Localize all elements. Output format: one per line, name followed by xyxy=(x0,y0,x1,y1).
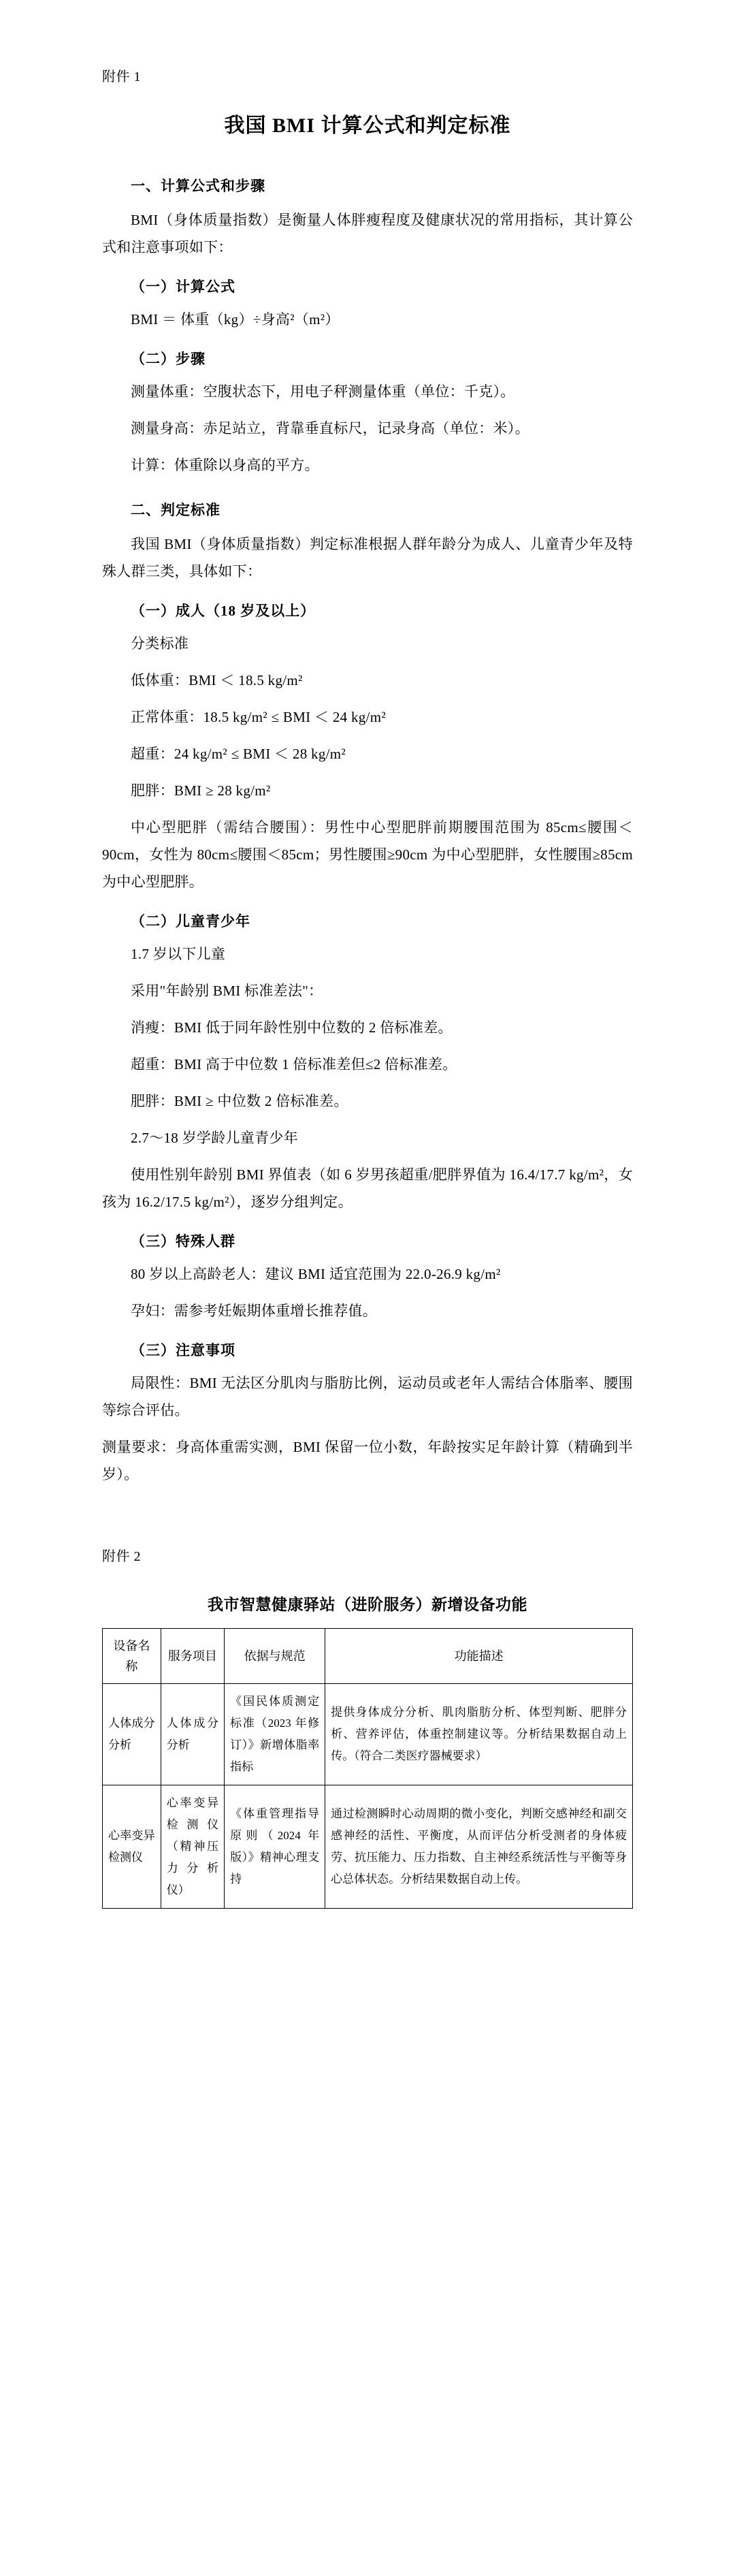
measurement-requirement: 测量要求：身高体重需实测，BMI 保留一位小数，年龄按实足年龄计算（精确到半岁）。 xyxy=(102,1439,633,1482)
youth-obesity: 肥胖：BMI ≥ 中位数 2 倍标准差。 xyxy=(131,1093,348,1109)
central-obesity: 中心型肥胖（需结合腰围）：男性中心型肥胖前期腰围范围为 85cm≤腰围＜90cm，女性为 80cm≤腰围＜85cm；男性腰围≥90cm 为中心型肥胖，女性腰围≥85cm 为中心型肥胖。 xyxy=(102,819,633,890)
bmi-formula: BMI ＝ 体重（kg）÷身高²（m²） xyxy=(131,311,340,328)
youth-under7-method: 采用"年龄别 BMI 标准差法"： xyxy=(131,983,323,999)
column-header-basis: 依据与规范 xyxy=(225,1629,325,1684)
cell-device-name: 人体成分分析 xyxy=(103,1684,161,1785)
column-header-description: 功能描述 xyxy=(325,1629,633,1684)
table-row xyxy=(103,1684,633,1785)
youth-under7-label: 1.7 岁以下儿童 xyxy=(131,946,226,962)
section-1-heading: 一、计算公式和步骤 xyxy=(131,178,265,194)
step-measure-weight: 测量体重：空腹状态下，用电子秤测量体重（单位：千克）。 xyxy=(131,383,515,400)
elderly-range: 80 岁以上高龄老人：建议 BMI 适宜范围为 22.0-26.9 kg/m² xyxy=(131,1266,501,1282)
table-row xyxy=(103,1785,633,1909)
special-population-heading: （三）特殊人群 xyxy=(131,1233,235,1250)
device-function-table xyxy=(102,1628,633,1909)
adult-underweight: 低体重：BMI ＜ 18.5 kg/m² xyxy=(131,672,303,688)
pregnant-note: 孕妇：需参考妊娠期体重增长推荐值。 xyxy=(131,1303,378,1319)
cell-device-name: 心率变异检测仪 xyxy=(103,1785,161,1909)
attachment-1-label: 附件 1 xyxy=(102,69,141,84)
step-measure-height: 测量身高：赤足站立，背靠垂直标尺，记录身高（单位：米）。 xyxy=(131,420,529,436)
cell-service-item: 人体成分分析 xyxy=(161,1684,224,1785)
section-1-intro: BMI（身体质量指数）是衡量人体胖瘦程度及健康状况的常用指标，其计算公式和注意事项如下： xyxy=(102,212,633,255)
section-spacer xyxy=(102,1497,633,1545)
youth-criteria-heading: （二）儿童青少年 xyxy=(131,913,250,929)
adult-overweight: 超重：24 kg/m² ≤ BMI ＜ 28 kg/m² xyxy=(131,746,346,762)
subsection-formula-heading: （一）计算公式 xyxy=(131,279,235,295)
subsection-steps-heading: （二）步骤 xyxy=(131,351,206,367)
table-header-row xyxy=(103,1629,633,1684)
cell-description: 通过检测瞬时心动周期的微小变化，判断交感神经和副交感神经的活性、平衡度，从而评估分析受测者的身体疲劳、抗压能力、压力指数、自主神经系统活性与平衡等身心总体状态。分析结果数据自动上传。 xyxy=(325,1785,633,1909)
column-header-device-name: 设备名称 xyxy=(103,1629,161,1684)
section-2-intro: 我国 BMI（身体质量指数）判定标准根据人群年龄分为成人、儿童青少年及特殊人群三类，具体如下： xyxy=(102,536,633,579)
cell-service-item: 心率变异检测仪（精神压力分析仪） xyxy=(161,1785,224,1909)
youth-7to18-text: 使用性别年龄别 BMI 界值表（如 6 岁男孩超重/肥胖界值为 16.4/17.7 kg/m²，女孩为 16.2/17.5 kg/m²），逐岁分组判定。 xyxy=(102,1166,633,1210)
attachment-2-title: 我市智慧健康驿站（进阶服务）新增设备功能 xyxy=(208,1596,527,1613)
cell-basis: 《国民体质测定标准（2023 年修订）》新增体脂率指标 xyxy=(225,1684,325,1785)
cell-description: 提供身体成分分析、肌肉脂肪分析、体型判断、肥胖分析、营养评估，体重控制建议等。分析结果数据自动上传。（符合二类医疗器械要求） xyxy=(325,1684,633,1785)
youth-thinness: 消瘦：BMI 低于同年龄性别中位数的 2 倍标准差。 xyxy=(131,1019,453,1036)
adult-classification-label: 分类标准 xyxy=(131,635,189,652)
column-header-service-item: 服务项目 xyxy=(161,1629,224,1684)
step-calculate: 计算：体重除以身高的平方。 xyxy=(131,457,319,473)
attachment-2-label: 附件 2 xyxy=(102,1549,141,1564)
limitation-note: 局限性：BMI 无法区分肌肉与脂肪比例，运动员或老年人需结合体脂率、腰围等综合评估。 xyxy=(102,1375,633,1418)
youth-7to18-label: 2.7～18 岁学龄儿童青少年 xyxy=(131,1130,298,1146)
adult-normal-weight: 正常体重：18.5 kg/m² ≤ BMI ＜ 24 kg/m² xyxy=(131,709,386,725)
adult-obesity: 肥胖：BMI ≥ 28 kg/m² xyxy=(131,782,271,799)
youth-overweight: 超重：BMI 高于中位数 1 倍标准差但≤2 倍标准差。 xyxy=(131,1056,457,1072)
notes-heading: （三）注意事项 xyxy=(131,1342,235,1358)
cell-basis: 《体重管理指导原则（2024 年版）》精神心理支持 xyxy=(225,1785,325,1909)
document-title: 我国 BMI 计算公式和判定标准 xyxy=(224,114,511,137)
section-2-heading: 二、判定标准 xyxy=(131,502,220,518)
adult-criteria-heading: （一）成人（18 岁及以上） xyxy=(131,603,316,619)
